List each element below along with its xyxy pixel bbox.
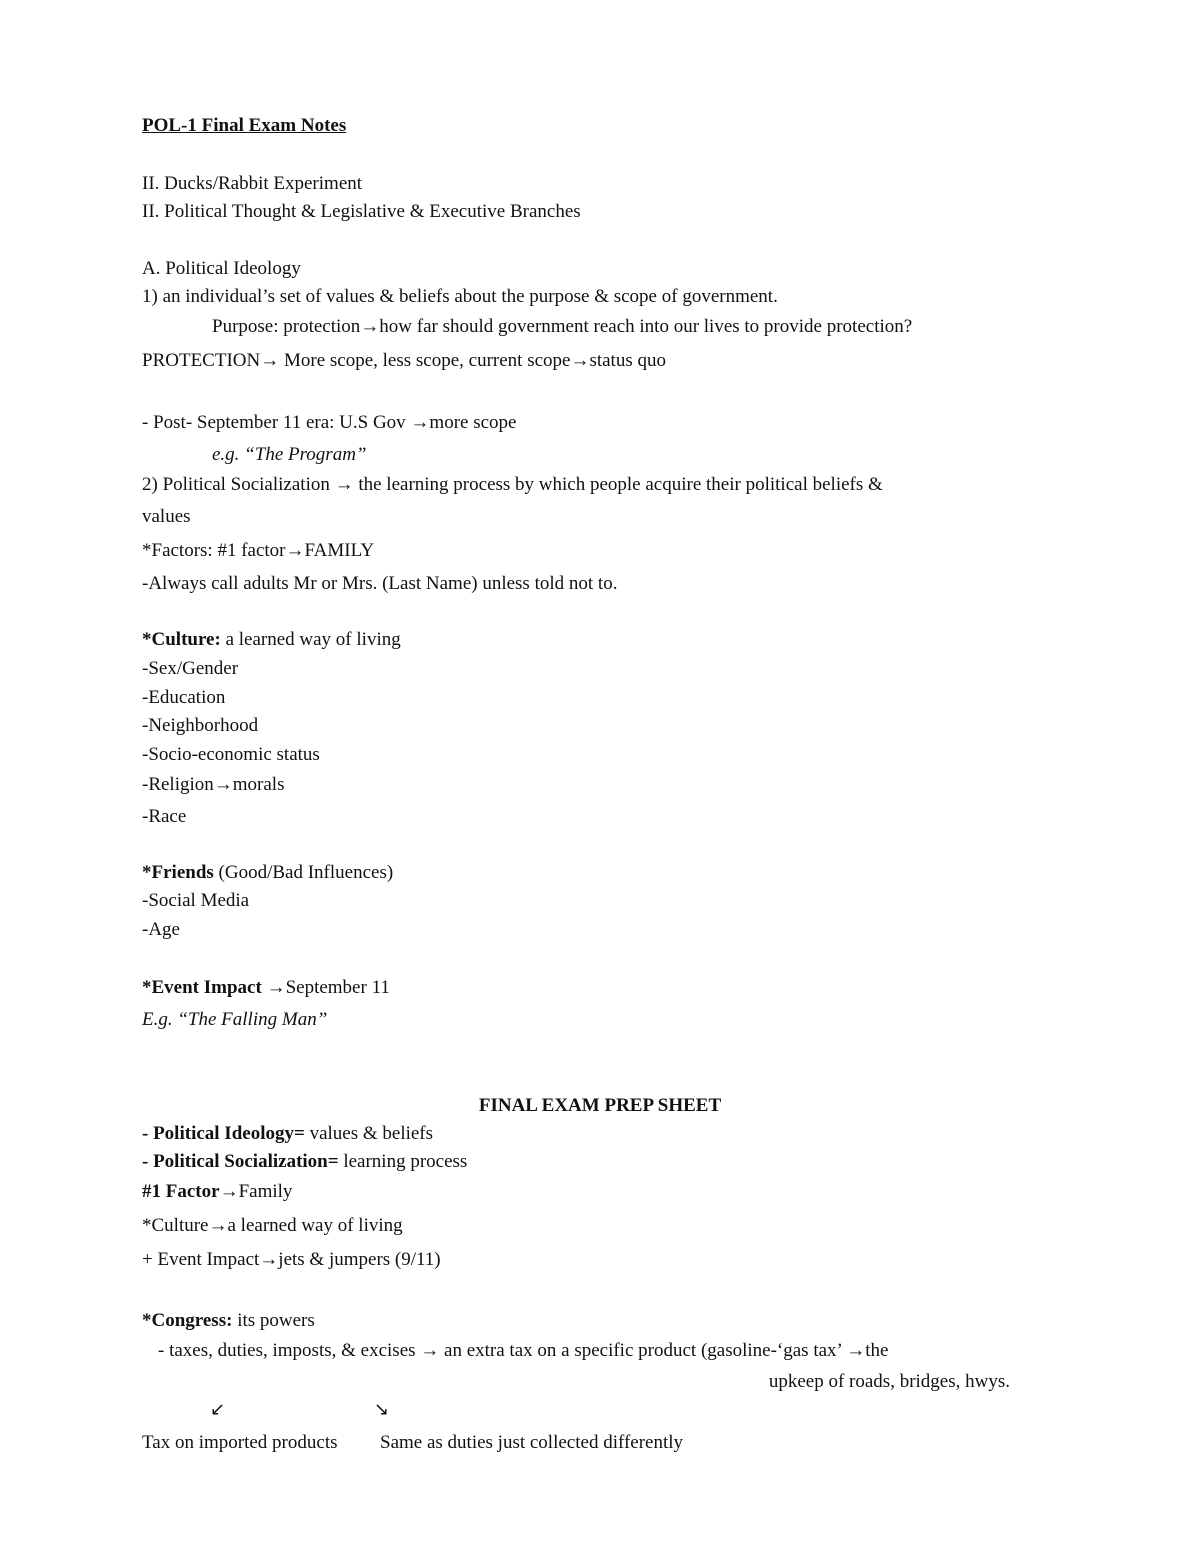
document-title: POL-1 Final Exam Notes: [142, 115, 347, 136]
prep-culture-line: *Culture→a learned way of living: [142, 1215, 403, 1236]
falling-man-text: E.g. “The Falling Man”: [142, 1009, 328, 1030]
section-heading-ducks-rabbit: II. Ducks/Rabbit Experiment: [142, 173, 363, 194]
friends-label: *Friends: [142, 862, 214, 883]
culture-label: *Culture:: [142, 629, 221, 650]
event-label: *Event Impact: [142, 977, 262, 998]
friends-item: -Age: [142, 919, 180, 940]
program-example-text: e.g. “The Program”: [212, 444, 367, 465]
event-line: [142, 976, 390, 1000]
ideology-definition: 1) an individual’s set of values & beliefs about the purpose & scope of government.: [142, 286, 778, 307]
same-duties-label: Same as duties just collected differently: [380, 1432, 684, 1453]
arrow-down-right-icon: ↘: [374, 1399, 390, 1420]
congress-line: [142, 1309, 315, 1333]
prep-ideology-text: values & beliefs: [304, 1123, 434, 1144]
protection-line: PROTECTION→ More scope, less scope, current scope→status quo: [142, 350, 666, 371]
culture-text: a learned way of living: [220, 629, 401, 650]
congress-label: *Congress:: [142, 1310, 233, 1331]
prep-socialization-text: learning process: [338, 1151, 468, 1172]
prep-ideology-line: [142, 1122, 433, 1146]
program-example: [212, 443, 366, 467]
culture-item: -Neighborhood: [142, 715, 259, 736]
ideology-purpose: Purpose: protection→how far should government reach into our lives to provide protection?: [212, 316, 913, 337]
tax-imported-label: Tax on imported products: [142, 1432, 338, 1453]
post-911-line: - Post- September 11 era: U.S Gov →more scope: [142, 412, 517, 433]
prep-sheet-heading: FINAL EXAM PREP SHEET: [478, 1095, 722, 1116]
prep-socialization-label: - Political Socialization=: [142, 1151, 339, 1172]
culture-item: -Education: [142, 687, 226, 708]
factors-line: *Factors: #1 factor→FAMILY: [142, 540, 375, 561]
culture-item: -Sex/Gender: [142, 658, 239, 679]
prep-factor-text: →Family: [219, 1181, 293, 1202]
congress-text: its powers: [232, 1310, 315, 1331]
culture-item: -Socio-economic status: [142, 744, 320, 765]
congress-upkeep-line: upkeep of roads, bridges, hwys.: [768, 1371, 1010, 1392]
prep-event-line: + Event Impact→jets & jumpers (9/11): [142, 1249, 441, 1270]
friends-line: [142, 861, 393, 885]
section-heading-political-thought: II. Political Thought & Legislative & Executive Branches: [142, 201, 581, 222]
event-text: →September 11: [261, 977, 390, 998]
falling-man-example: [142, 1008, 327, 1032]
arrow-down-left-icon: ↙: [210, 1399, 226, 1420]
ideology-heading: A. Political Ideology: [142, 258, 301, 279]
culture-line: [142, 628, 401, 652]
socialization-line-2: values: [142, 506, 191, 527]
culture-item: -Race: [142, 806, 187, 827]
prep-factor-label: #1 Factor: [142, 1181, 220, 1202]
friends-text: (Good/Bad Influences): [213, 862, 394, 883]
prep-socialization-line: [142, 1150, 467, 1174]
prep-ideology-label: - Political Ideology=: [142, 1123, 305, 1144]
always-line: -Always call adults Mr or Mrs. (Last Name) unless told not to.: [142, 573, 618, 594]
friends-item: -Social Media: [142, 890, 250, 911]
socialization-line-1: 2) Political Socialization → the learning process by which people acquire their political beliefs &: [142, 474, 883, 495]
congress-taxes-line: - taxes, duties, imposts, & excises → an extra tax on a specific product (gasoline-‘gas tax’ →the: [158, 1340, 889, 1361]
prep-factor-line: [142, 1180, 292, 1204]
culture-item: -Religion→morals: [142, 774, 285, 795]
